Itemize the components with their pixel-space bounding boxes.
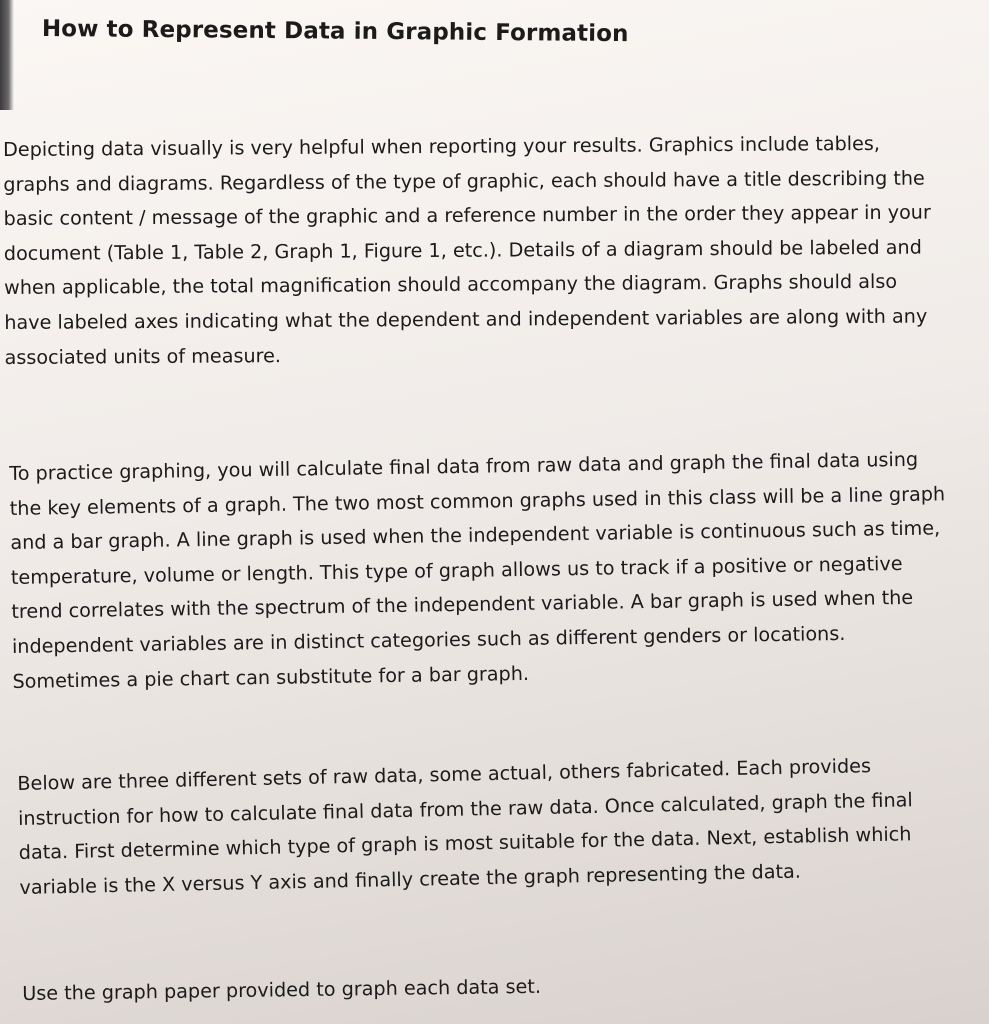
text-line: To practice graphing, you will calculate final data from raw data and graph the final data using [9, 447, 919, 485]
text-line: basic content / message of the graphic and a reference number in the order they appear in your [3, 200, 931, 231]
text-line: temperature, volume or length. This type of graph allows us to track if a positive or negative [10, 551, 903, 589]
text-line: Below are three different sets of raw data, some actual, others fabricated. Each provides [17, 754, 872, 795]
text-line: and a bar graph. A line graph is used when the independent variable is continuous such as time, [10, 516, 941, 555]
text-line: document (Table 1, Table 2, Graph 1, Figure 1, etc.). Details of a diagram should be labeled and [3, 235, 922, 265]
text-line: independent variables are in distinct categories such as different genders or locations. [11, 621, 846, 658]
text-line: variable is the X versus Y axis and finally create the graph representing the data. [19, 859, 802, 899]
document-title: How to Represent Data in Graphic Formation [41, 16, 629, 48]
text-line: associated units of measure. [4, 343, 282, 369]
text-line: Sometimes a pie chart can substitute for a bar graph. [12, 661, 530, 693]
text-line: trend correlates with the spectrum of the independent variable. A bar graph is used when the [11, 586, 914, 624]
text-line: Depicting data visually is very helpful when reporting your results. Graphics include tables, [3, 131, 881, 161]
text-line: instruction for how to calculate final data from the raw data. Once calculated, graph the final [17, 787, 913, 830]
text-line: the key elements of a graph. The two most common graphs used in this class will be a line graph [9, 481, 946, 520]
paragraph-practice-graphing [9, 442, 948, 699]
paragraph-graph-paper [22, 970, 541, 1012]
paragraph-raw-data-sets [17, 748, 915, 905]
text-line: when applicable, the total magnification should accompany the diagram. Graphs should also [4, 270, 898, 300]
text-line: data. First determine which type of graph is most suitable for the data. Next, establish which [18, 822, 912, 865]
text-line: graphs and diagrams. Regardless of the type of graphic, each should have a title describing the [3, 166, 925, 196]
text-line: have labeled axes indicating what the dependent and independent variables are along with any [4, 304, 928, 334]
text-line: Use the graph paper provided to graph each data set. [22, 974, 542, 1005]
paragraph-depicting-data [3, 127, 932, 376]
